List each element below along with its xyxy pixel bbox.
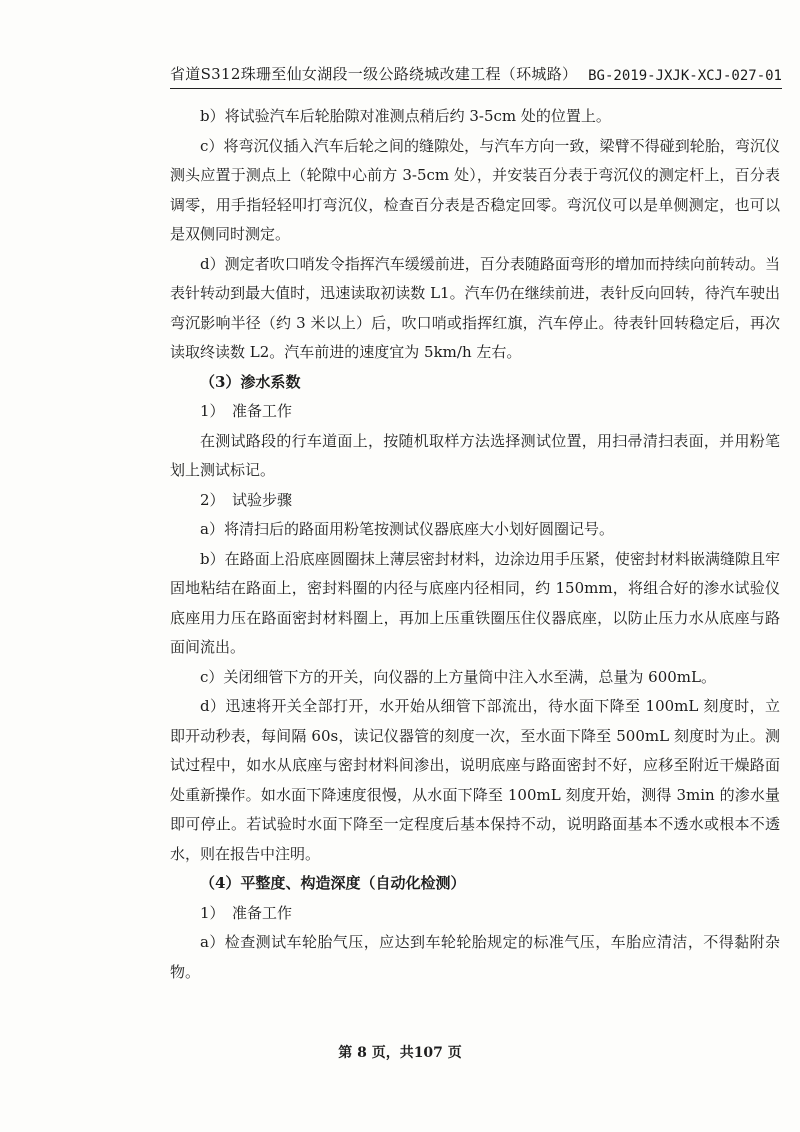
report-code: BG-2019-JXJK-XCJ-027-01 [588,68,782,84]
section-heading: （4）平整度、构造深度（自动化检测） [200,874,466,892]
project-title: 省道S312珠珊至仙女湖段一级公路绕城改建工程（环城路） [170,65,578,83]
section-heading: （3）渗水系数 [200,372,301,391]
paragraph: a）检查测试车轮胎气压，应达到车轮轮胎规定的标准气压，车胎应清洁，不得黏附杂物。 [170,933,780,981]
paragraph: b）在路面上沿底座圆圈抹上薄层密封材料，边涂边用手压紧，使密封材料嵌满缝隙且牢固地粘结在路面上，密封料圈的内径与底座内径相同，约 150mm，将组合好的渗水试验仪底座用力压在路面密封材料圈上，再加上压重铁圈压住仪器底座，以防止压力水从底座与路面间流出。 [170,549,780,656]
paragraph: 在测试路段的行车道面上，按随机取样方法选择测试位置，用扫帚清扫表面，并用粉笔划上测试标记。 [170,431,780,479]
paragraph: d）迅速将开关全部打开，水开始从细管下部流出，待水面下降至 100mL 刻度时，立即开动秒表，每间隔 60s，读记仪器管的刻度一次，至水面下降至 500mL 刻度时为止。测试过程中，如水从底座与密封材料间渗出，说明底座与路面密封不好，应移至附近干燥路面处重新操作。如水面下降速度很慢，从水面下降至 100mL 刻度开始，测得 3min 的渗水量即可停止。若试验时水面下降至一定程度后基本保持不动，说明路面基本不透水或根本不透水，则在报告中注明。 [170,697,780,863]
paragraph: 2） 试验步骤 [200,490,293,509]
paragraph: d）测定者吹口哨发令指挥汽车缓缓前进，百分表随路面弯形的增加而持续向前转动。当表针转动到最大值时，迅速读取初读数 L1。汽车仍在继续前进，表针反向回转，待汽车驶出弯沉影响半径（约 3 米以上）后，吹口哨或指挥红旗，汽车停止。待表针回转稳定后，再次读取终读数 L2。汽车前进的速度宜为 5km/h 左右。 [170,254,780,361]
paragraph: a）将清扫后的路面用粉笔按测试仪器底座大小划好圆圈记号。 [200,520,614,538]
paragraph: b）将试验汽车后轮胎隙对准测点稍后约 3-5cm 处的位置上。 [200,107,611,125]
paragraph: c）关闭细管下方的开关，向仪器的上方量筒中注入水至满，总量为 600mL。 [200,667,716,686]
page-header [170,62,782,89]
paragraph: 1） 准备工作 [200,903,293,922]
body-text [170,102,780,987]
page-number: 第 8 页，共107 页 [338,1045,462,1061]
paragraph: 1） 准备工作 [200,402,293,420]
paragraph: c）将弯沉仪插入汽车后轮之间的缝隙处，与汽车方向一致，梁臂不得碰到轮胎，弯沉仪测头应置于测点上（轮隙中心前方 3-5cm 处），并安装百分表于弯沉仪的测定杆上，百分表调零，用手指轻轻叩打弯沉仪，检查百分表是否稳定回零。弯沉仪可以是单侧测定，也可以是双侧同时测定。 [170,136,780,243]
